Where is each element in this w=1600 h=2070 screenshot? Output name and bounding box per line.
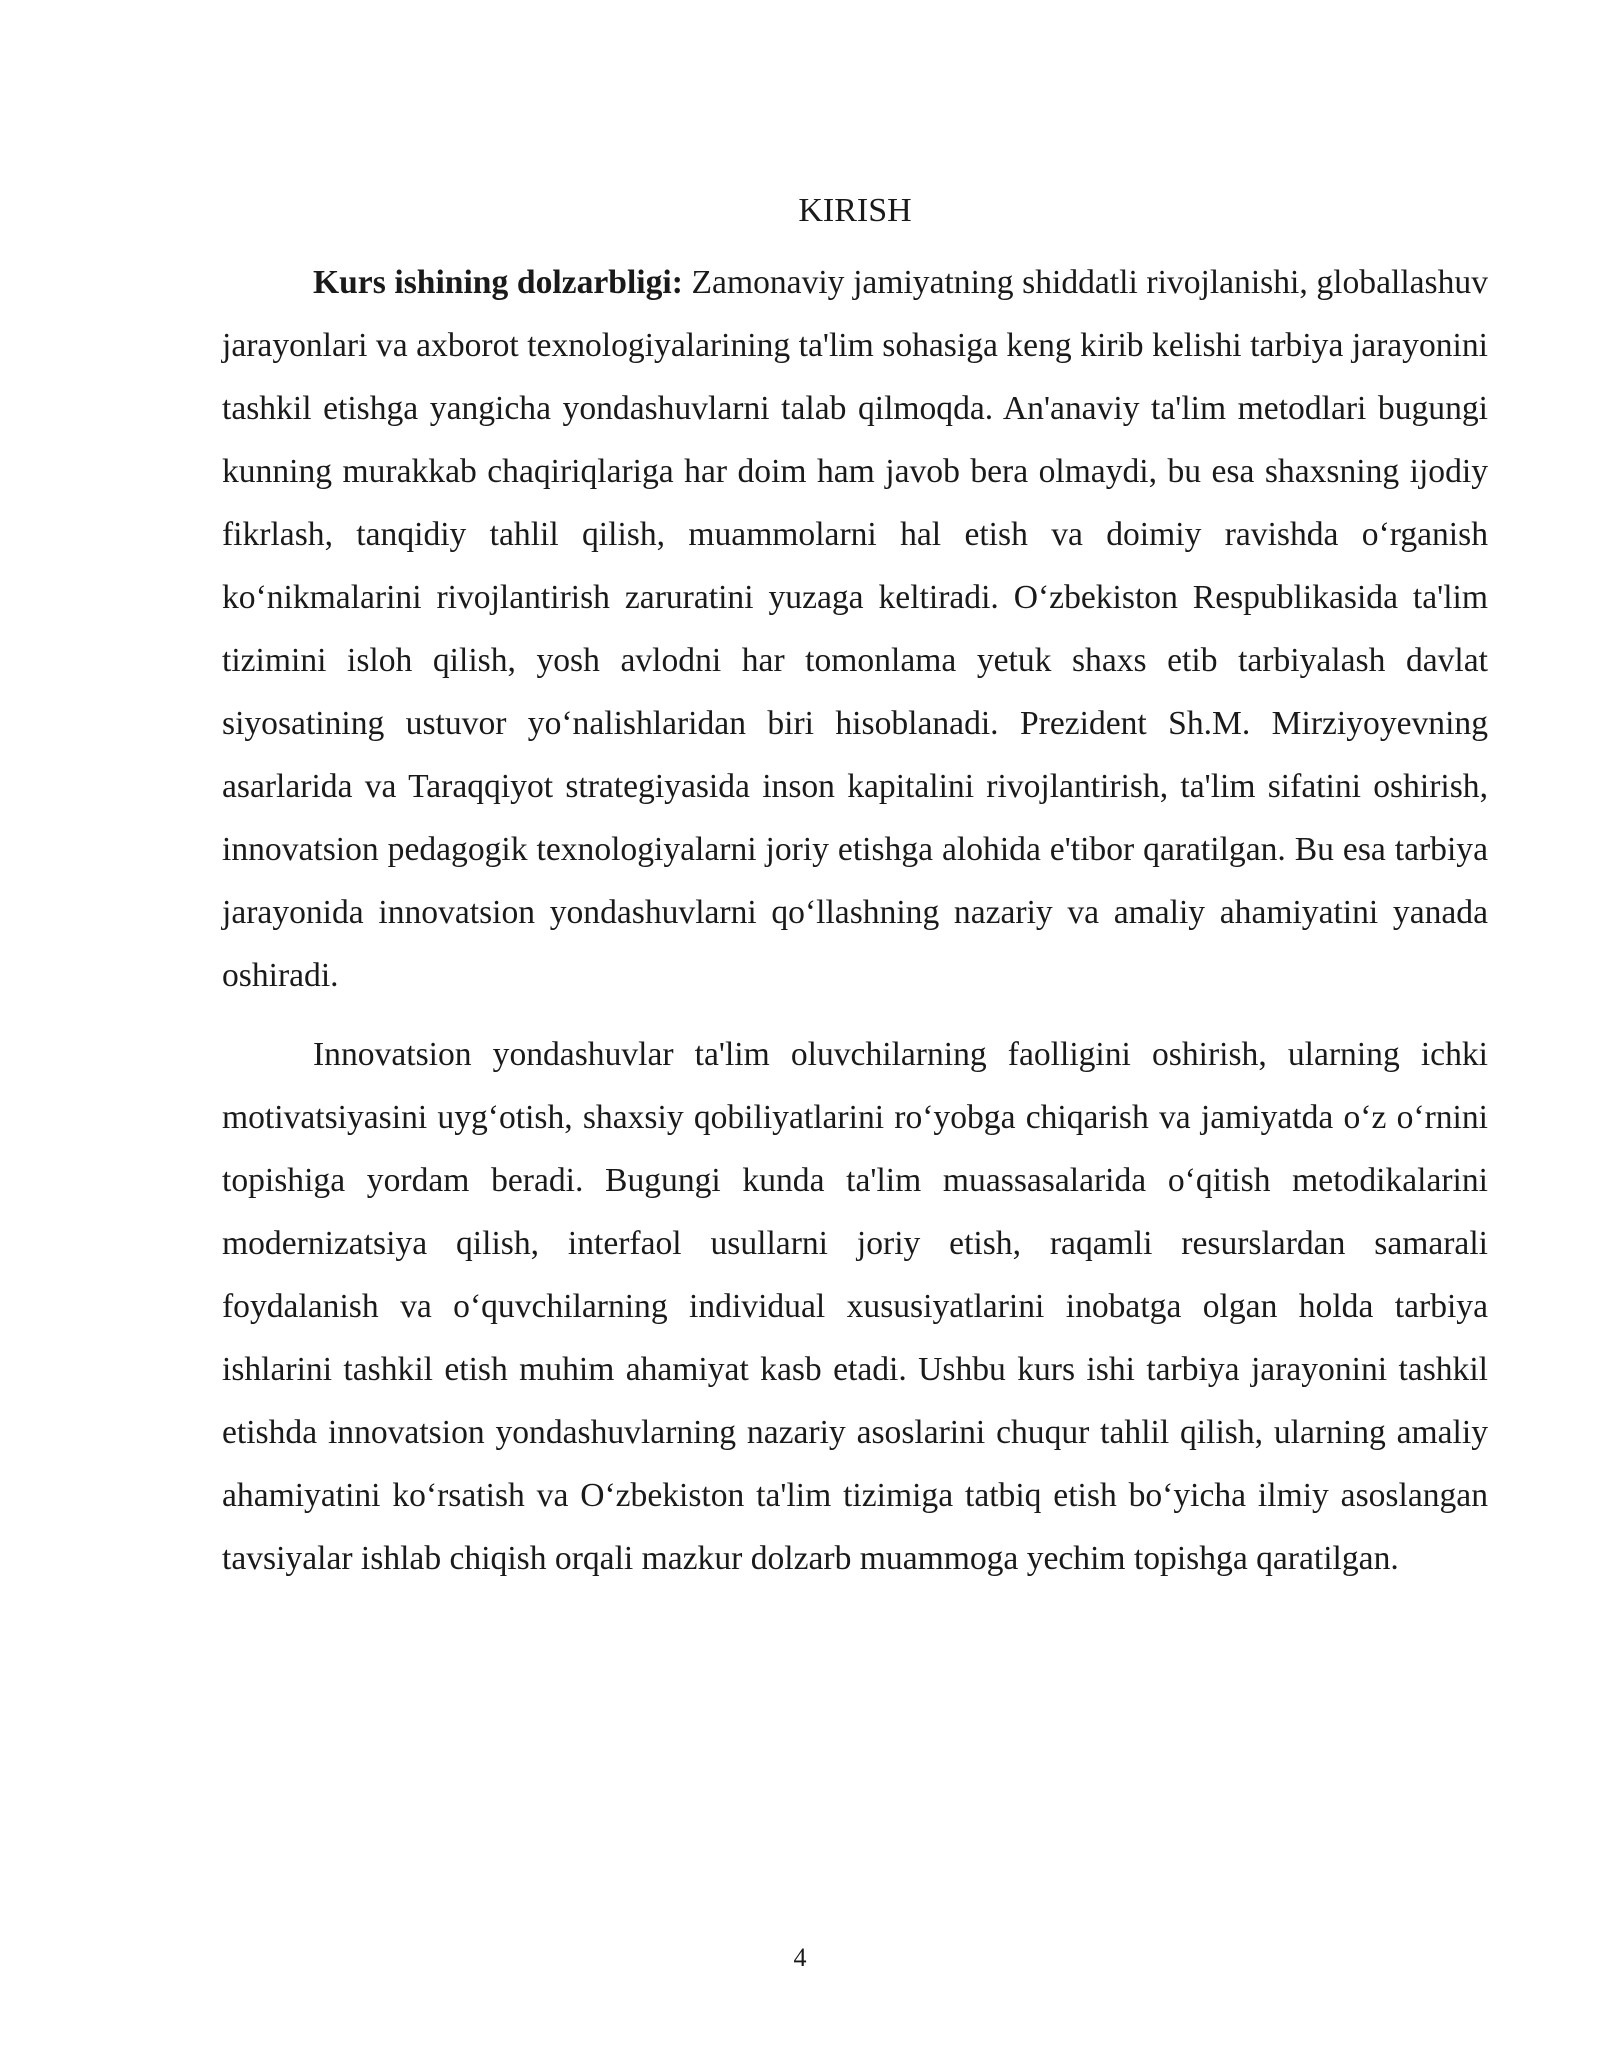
paragraph-text: Innovatsion yondashuvlar ta'lim oluvchilarning faolligini oshirish, ularning ichki motivatsiyasini uyg‘otish, shaxsiy qobiliyatlarini ro‘yobga chiqarish va jamiyatda o‘z o‘rnini topishiga yordam beradi. Bugungi kunda ta'lim muassasalarida o‘qitish metodikalarini modernizatsiya qilish, interfaol usullarni joriy etish, raqamli resurslardan samarali foydalanish va o‘quvchilarning individual xususiyatlarini inobatga olgan holda tarbiya ishlarini tashkil etish muhim ahamiyat kasb etadi. Ushbu kurs ishi tarbiya jarayonini tashkil etishda innovatsion yondashuvlarning nazariy asoslarini chuqur tahlil qilish, ularning amaliy ahamiyatini ko‘rsatish va O‘zbekiston ta'lim tizimiga tatbiq etish bo‘yicha ilmiy asoslangan tavsiyalar ishlab chiqish orqali mazkur dolzarb muammoga yechim topishga qaratilgan. <box>222 1036 1488 1577</box>
paragraph-lead: Kurs ishining dolzarbligi: <box>313 264 683 301</box>
page-number: 4 <box>793 1943 807 1972</box>
paragraph-innovation <box>222 1023 1488 1590</box>
paragraph-relevance <box>222 251 1488 1007</box>
page-content <box>222 185 1488 1590</box>
section-heading: KIRISH <box>798 192 912 229</box>
paragraph-text: Zamonaviy jamiyatning shiddatli rivojlanishi, globallashuv jarayonlari va axborot texnologiyalarining ta'lim sohasiga keng kirib kelishi tarbiya jarayonini tashkil etishga yangicha yondashuvlarni talab qilmoqda. An'anaviy ta'lim metodlari bugungi kunning murakkab chaqiriqlariga har doim ham javob bera olmaydi, bu esa shaxsning ijodiy fikrlash, tanqidiy tahlil qilish, muammolarni hal etish va doimiy ravishda o‘rganish ko‘nikmalarini rivojlantirish zaruratini yuzaga keltiradi. O‘zbekiston Respublikasida ta'lim tizimini isloh qilish, yosh avlodni har tomonlama yetuk shaxs etib tarbiyalash davlat siyosatining ustuvor yo‘nalishlaridan biri hisoblanadi. Prezident Sh.M. Mirziyoyevning asarlarida va Taraqqiyot strategiyasida inson kapitalini rivojlantirish, ta'lim sifatini oshirish, innovatsion pedagogik texnologiyalarni joriy etishga alohida e'tibor qaratilgan. Bu esa tarbiya jarayonida innovatsion yondashuvlarni qo‘llashning nazariy va amaliy ahamiyatini yanada oshiradi. <box>222 264 1488 994</box>
